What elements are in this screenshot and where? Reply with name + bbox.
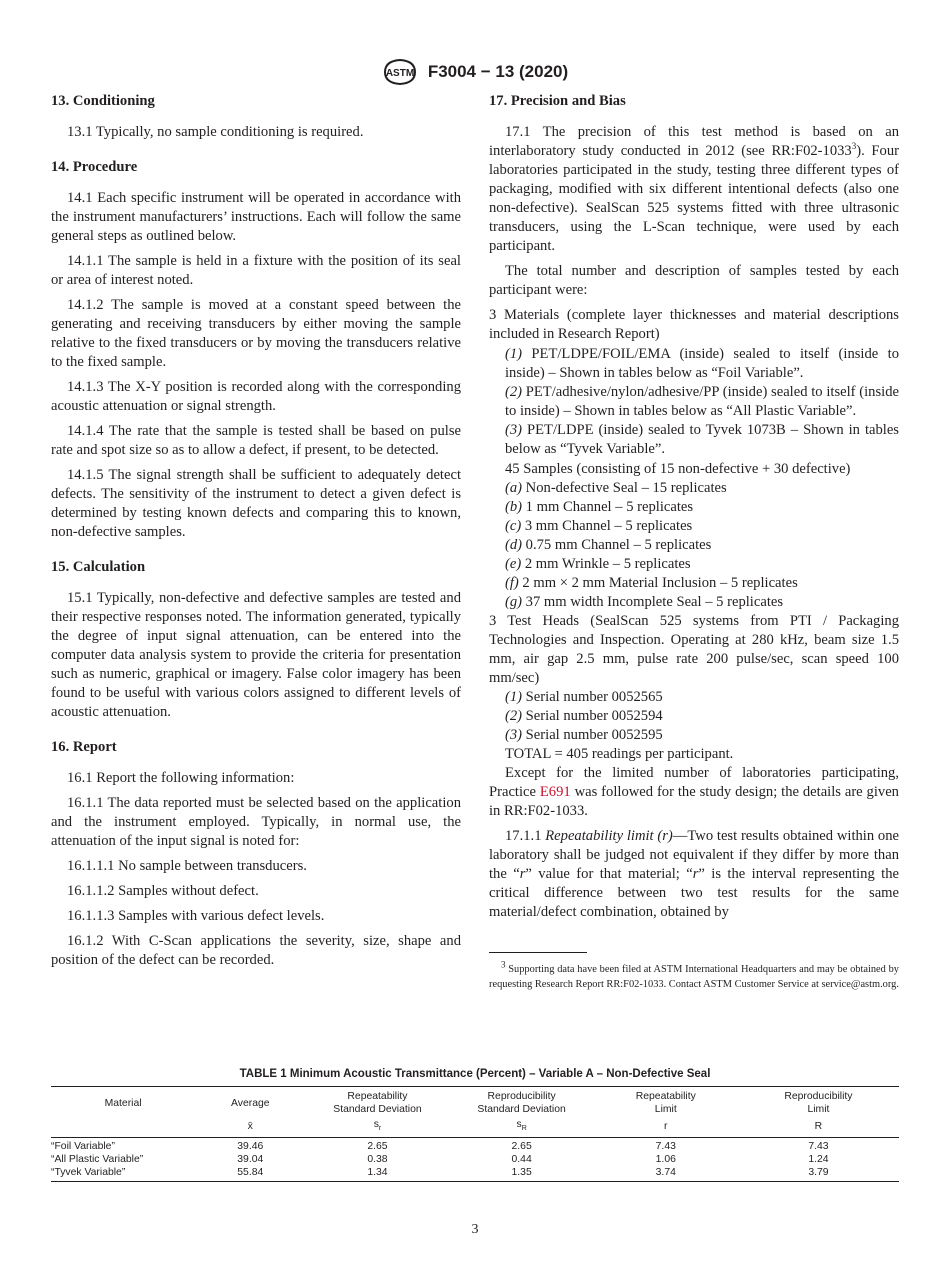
list-item: (c) 3 mm Channel – 5 replicates [505,518,693,534]
para-total-desc: The total number and description of samples tested by each participant were: [489,263,899,298]
para-samples: 45 Samples (consisting of 15 non-defective + 30 defective) [505,461,851,477]
right-column [489,92,899,928]
para-14-1-1: 14.1.1 The sample is held in a fixture with the position of its seal or area of interest noted. [51,253,461,288]
section-15-heading: 15. Calculation [51,559,146,575]
list-item: (1) Serial number 0052565 [505,689,663,705]
symbol: $s_R$ [450,1117,594,1138]
symbol: $s_r$ [305,1117,449,1138]
samples-list [489,479,899,612]
section-13-heading: 13. Conditioning [51,93,155,109]
symbol [51,1117,195,1138]
table-row: “Tyvek Variable” 55.84 1.34 1.35 3.74 3.79 [51,1166,899,1182]
list-item: (e) 2 mm Wrinkle – 5 replicates [505,556,691,572]
materials-list [489,345,899,459]
list-item: (d) 0.75 mm Channel – 5 replicates [505,537,712,553]
section-14-heading: 14. Procedure [51,159,138,175]
section-16-heading: 16. Report [51,739,117,755]
para-14-1-2: 14.1.2 The sample is moved at a constant speed between the generating and receiving transducers by either moving the sample relative to the fixed transducers or by moving the transducers relative to the fixed sample. [51,297,461,370]
para-17-1-1: 17.1.1 Repeatability limit (r)—Two test results obtained within one laboratory shall be judged not equivalent if they differ by more than the “r” value for that material; “r” is the interval representing the critical difference between two test results for the same material/defect combination, obtained by [489,828,899,920]
para-16-1: 16.1 Report the following information: [67,770,295,786]
col-header-repeatability-sd: Repeatability Standard Deviation [305,1087,449,1118]
symbol: x̄ [195,1117,305,1138]
list-item: (3) PET/LDPE (inside) sealed to Tyvek 1073B – Shown in tables below as “Tyvek Variable”. [505,422,899,457]
para-13-1: 13.1 Typically, no sample conditioning is required. [67,124,364,140]
list-item: (1) PET/LDPE/FOIL/EMA (inside) sealed to itself (inside to inside) – Shown in tables below as “Foil Variable”. [505,346,899,381]
col-header-reproducibility-sd: Reproducibility Standard Deviation [450,1087,594,1118]
para-15-1: 15.1 Typically, non-defective and defective samples are tested and their respective responses noted. The information generated, typically the degree of input signal attenuation, can be entered into the computer data analysis system to provide the criteria for presentation such as numeric, graphical or imagery. False color imagery has been found to be useful with various colors assigned to different levels of acoustic attenuation. [51,590,461,720]
para-14-1-5: 14.1.5 The signal strength shall be sufficient to adequately detect defects. The sensitivity of the instrument to detect a given defect is determined by testing known defects and comparing this to known, non-defective samples. [51,467,461,540]
para-materials: 3 Materials (complete layer thicknesses and material descriptions included in Research Report) [489,307,899,342]
table-1 [51,1086,899,1182]
col-header-material: Material [51,1087,195,1118]
para-14-1-3: 14.1.3 The X-Y position is recorded along with the corresponding acoustic attenuation or signal strength. [51,379,461,414]
para-14-1: 14.1 Each specific instrument will be operated in accordance with the instrument manufacturers’ instructions. Each will follow the same general steps as outlined below. [51,190,461,244]
page-number: 3 [471,1222,479,1237]
para-total: TOTAL = 405 readings per participant. [505,746,734,762]
list-item: (2) Serial number 0052594 [505,708,663,724]
astm-logo-text: ASTM [385,68,414,79]
astm-logo-icon [382,57,418,87]
list-item: (g) 37 mm width Incomplete Seal – 5 replicates [505,594,784,610]
para-heads: 3 Test Heads (SealScan 525 systems from PTI / Packaging Technologies and Inspection. Operating at 280 kHz, beam size 1.5 mm, air gap 2.5 mm, pulse rate 200 pulse/sec, scan speed 100 mm/sec) [489,613,899,686]
para-14-1-4: 14.1.4 The rate that the sample is tested shall be based on pulse rate and spot size so as to allow a defect, if present, to be detected. [51,423,461,458]
list-item: (3) Serial number 0052595 [505,727,663,743]
symbol: r [594,1117,738,1138]
table-row: “Foil Variable” 39.46 2.65 2.65 7.43 7.43 [51,1141,829,1153]
para-16-1-2: 16.1.2 With C-Scan applications the severity, size, shape and position of the defect can be recorded. [51,933,461,968]
heads-list [489,688,899,745]
list-item: (a) Non-defective Seal – 15 replicates [505,480,727,496]
list-item: (2) PET/adhesive/nylon/adhesive/PP (inside) sealed to itself (inside to inside) – Shown in tables below as “All Plastic Variable”. [505,384,899,419]
table-1-caption: TABLE 1 Minimum Acoustic Transmittance (Percent) – Variable A – Non-Defective Seal [239,1068,711,1080]
list-item: (b) 1 mm Channel – 5 replicates [505,499,694,515]
list-item: (f) 2 mm × 2 mm Material Inclusion – 5 replicates [505,575,798,591]
table-row: “All Plastic Variable” 39.04 0.38 0.44 1.06 1.24 [51,1154,829,1166]
section-17-heading: 17. Precision and Bias [489,93,626,109]
para-16-1-1-1: 16.1.1.1 No sample between transducers. [67,858,307,874]
para-16-1-1-3: 16.1.1.3 Samples with various defect levels. [67,908,325,924]
e691-link[interactable]: E691 [539,784,571,800]
left-column [51,92,461,976]
footnote: $^3$ Supporting data have been filed at ASTM International Headquarters and may be obtained by requesting Research Report RR:F02-1033. Contact ASTM Customer Service at service@astm.org. [489,959,899,990]
footnote-divider [489,952,587,953]
para-16-1-1: 16.1.1 The data reported must be selected based on the application and the instrument employed. Typically, in normal use, the attenuation of the input signal is noted for: [51,795,461,849]
page-header [0,57,950,87]
para-16-1-1-2: 16.1.1.2 Samples without defect. [67,883,259,899]
symbol: R [738,1117,899,1138]
document-code: F3004 − 13 (2020) [427,62,569,81]
col-header-average: Average [195,1087,305,1118]
para-17-1: 17.1 The precision of this test method is based on an interlaboratory study conducted in 2012 (see RR:F02-1033$^3$). Four laboratories participated in the study, testing three different types of packaging, modified with six different intentional defects (also one non-defective). SealScan 525 systems fitted with three ultrasonic transducers, using the L-Scan technique, were used by each participant. [489,124,899,254]
col-header-repeatability-limit: Repeatability Limit [594,1087,738,1118]
para-except: Except for the limited number of laboratories participating, Practice E691 was followed for the study design; the details are given in RR:F02-1033. [489,765,899,819]
footnote-ref: 3 [851,141,857,152]
col-header-reproducibility-limit: Reproducibility Limit [738,1087,899,1118]
